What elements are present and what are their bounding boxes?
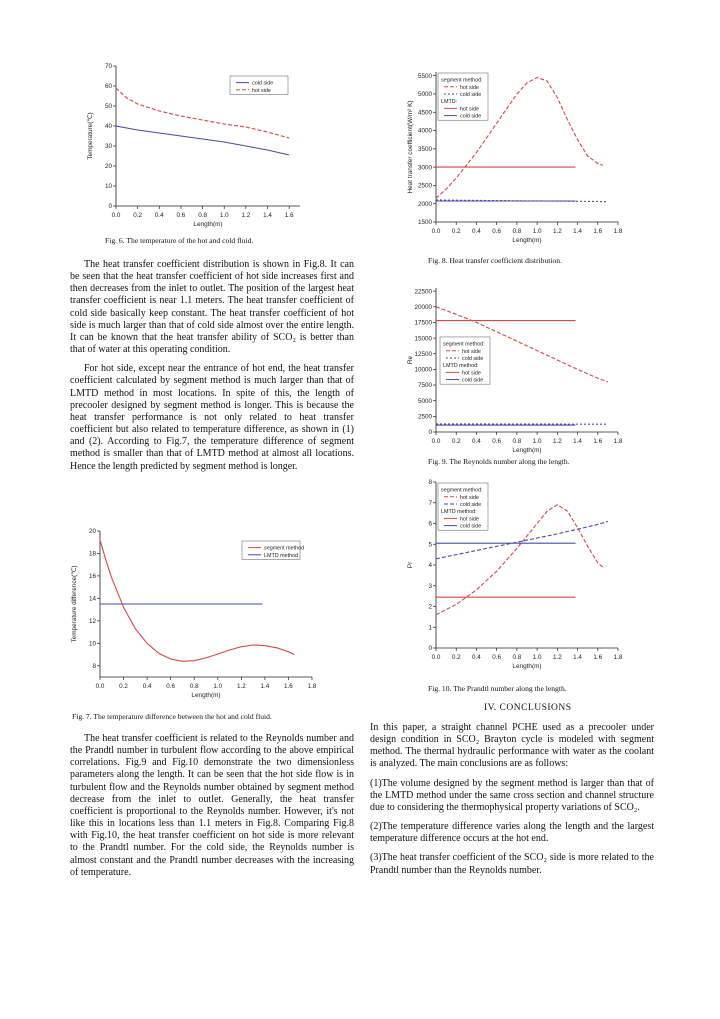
- fig9-y-tick-label: 2500: [417, 413, 432, 421]
- fig9-y-axis-label: Re: [407, 355, 414, 365]
- figure-6: [86, 58, 316, 226]
- left-column-upper: [70, 259, 354, 473]
- fig10-y-tick-label: 5: [428, 541, 432, 549]
- fig7-x-tick-label: 1.8: [307, 683, 317, 690]
- fig8-y-axis-label: Heat transfer coefficient(W/m² K): [407, 100, 414, 194]
- figure-7: [71, 523, 323, 699]
- fig10-x-tick-label: 0.6: [492, 654, 502, 661]
- fig10-x-tick-label: 0.0: [431, 654, 441, 661]
- fig9-x-tick-label: 0.4: [472, 438, 481, 445]
- fig7-y-tick-label: 14: [88, 595, 96, 603]
- fig10-x-tick-label: 1.6: [593, 654, 603, 661]
- fig8-legend-label: hot side: [460, 106, 479, 113]
- fig9-legend-header: segment method:: [443, 341, 485, 348]
- fig9-x-tick-label: 1.2: [552, 438, 562, 445]
- fig9-y-tick-label: 7500: [417, 382, 432, 390]
- fig6-legend-label: hot side: [252, 87, 271, 94]
- right-column-text: [370, 722, 654, 877]
- conclusion-item-1: (1)The volume designed by the segment method is larger than that of the LMTD method under the same cross section and channel structure due to considering the thermophysical property variations of SCO₂.: [370, 777, 654, 813]
- fig6-x-tick-label: 0.2: [133, 212, 143, 219]
- fig7-y-tick-label: 20: [88, 528, 96, 536]
- fig7-x-tick-label: 1.6: [284, 683, 293, 690]
- fig6-y-tick-label: 0: [108, 203, 112, 211]
- fig8-y-tick-label: 4000: [417, 127, 432, 135]
- fig6-x-tick-label: 1.0: [219, 212, 229, 219]
- fig10-y-tick-label: 3: [428, 582, 432, 590]
- fig8-y-tick-label: 1500: [417, 219, 432, 227]
- fig6-x-tick-label: 0.8: [198, 212, 207, 219]
- fig10-x-tick-label: 1.0: [532, 654, 542, 661]
- fig8-x-tick-label: 0.4: [472, 228, 481, 235]
- fig10-legend-label: hot side: [460, 494, 479, 501]
- fig9-x-tick-label: 1.8: [613, 438, 623, 445]
- fig6-y-tick-label: 40: [104, 123, 112, 131]
- fig9-chart: [398, 282, 623, 454]
- fig8-y-tick-label: 5000: [417, 91, 432, 99]
- fig9-y-tick-label: 5000: [417, 397, 432, 405]
- fig9-legend-label: hot side: [462, 348, 481, 355]
- fig9-legend-label: hot side: [462, 370, 481, 377]
- fig6-series-line: [116, 126, 289, 155]
- fig8-y-tick-label: 5500: [417, 72, 432, 80]
- fig7-x-tick-label: 0.8: [189, 683, 199, 690]
- fig6-x-tick-label: 1.6: [284, 212, 294, 219]
- fig7-x-tick-label: 1.2: [236, 683, 246, 690]
- paragraph-hot-side-comparison: For hot side, except near the entrance of hot end, the heat transfer coefficient calculated by segment method is much larger than that of LMTD method in most locations. In spite of this, the length of precooler designed by segment method is longer. This is because the heat transfer performance is not only related to heat transfer coefficient but also related to temperature difference, as shown in (1) and (2). According to Fig.7, the temperature difference of segment method is smaller than that of LMTD method at almost all locations. Hence the length predicted by segment method is longer.: [70, 363, 354, 472]
- fig10-legend-label: cold side: [460, 502, 482, 508]
- fig7-x-tick-label: 0.0: [95, 683, 105, 690]
- fig9-y-tick-label: 12500: [414, 350, 432, 358]
- fig9-x-tick-label: 0.6: [492, 438, 502, 445]
- fig9-y-tick-label: 22500: [414, 288, 432, 296]
- fig9-y-tick-label: 0: [428, 429, 432, 437]
- fig9-y-tick-label: 20000: [414, 303, 432, 311]
- fig8-legend-header: LMTD:: [441, 99, 458, 106]
- fig8-legend-label: hot side: [460, 84, 479, 91]
- fig8-legend-label: cold side: [460, 92, 482, 98]
- fig8-x-tick-label: 1.6: [593, 228, 603, 235]
- fig8-y-tick-label: 4500: [417, 109, 432, 117]
- fig10-x-tick-label: 0.2: [451, 654, 461, 661]
- fig10-x-tick-label: 1.8: [613, 654, 623, 661]
- fig7-y-tick-label: 16: [88, 573, 96, 581]
- fig10-legend-header: segment method:: [441, 487, 483, 494]
- fig8-caption: Fig. 8. Heat transfer coefficient distribution.: [428, 256, 562, 265]
- fig9-x-tick-label: 1.6: [593, 438, 603, 445]
- fig7-y-tick-label: 12: [88, 618, 96, 626]
- fig8-x-tick-label: 0.2: [451, 228, 461, 235]
- fig6-x-tick-label: 1.4: [263, 212, 272, 219]
- fig7-legend-label: LMTD method: [264, 552, 299, 559]
- fig6-y-tick-label: 60: [104, 83, 112, 91]
- fig10-y-tick-label: 8: [428, 479, 432, 487]
- fig8-x-tick-label: 1.2: [552, 228, 562, 235]
- fig9-x-axis-label: Length(m): [512, 447, 542, 454]
- fig8-y-tick-label: 3500: [417, 146, 432, 154]
- fig10-legend-label: hot side: [460, 516, 479, 523]
- figure-8: [398, 64, 623, 244]
- fig6-y-tick-label: 30: [104, 143, 112, 151]
- fig8-y-tick-label: 2000: [417, 200, 432, 208]
- fig7-legend-label: segment method: [264, 545, 305, 552]
- fig8-x-tick-label: 0.0: [431, 228, 441, 235]
- fig8-x-tick-label: 0.6: [492, 228, 502, 235]
- fig8-chart: [398, 64, 623, 244]
- fig6-x-tick-label: 0.6: [176, 212, 186, 219]
- fig7-y-axis-label: Temperature difference(℃): [71, 565, 78, 643]
- fig6-y-tick-label: 20: [104, 163, 112, 171]
- fig7-x-tick-label: 1.4: [260, 683, 270, 690]
- fig9-x-tick-label: 1.4: [573, 438, 582, 445]
- fig9-caption: Fig. 9. The Reynolds number along the length.: [428, 457, 570, 466]
- fig7-y-tick-label: 8: [92, 662, 96, 670]
- fig10-x-tick-label: 0.4: [472, 654, 481, 661]
- fig7-x-tick-label: 0.6: [166, 683, 176, 690]
- fig10-legend-header: LMTD method:: [441, 509, 477, 516]
- fig6-y-tick-label: 70: [104, 63, 112, 71]
- figure-9: [398, 282, 623, 454]
- fig6-caption: Fig. 6. The temperature of the hot and cold fluid.: [105, 236, 254, 245]
- fig8-y-tick-label: 3000: [417, 164, 432, 172]
- fig9-x-tick-label: 0.0: [431, 438, 441, 445]
- fig10-legend-label: cold side: [460, 523, 482, 530]
- fig10-x-tick-label: 1.2: [552, 654, 562, 661]
- fig10-y-tick-label: 0: [428, 645, 432, 653]
- fig9-x-tick-label: 0.2: [451, 438, 461, 445]
- fig6-y-axis-label: Temperature(℃): [87, 112, 94, 160]
- fig6-x-tick-label: 0.4: [154, 212, 164, 219]
- fig9-y-tick-label: 15000: [414, 335, 432, 343]
- fig8-legend-label: cold side: [460, 113, 482, 120]
- fig10-y-tick-label: 1: [428, 624, 432, 632]
- fig10-caption: Fig. 10. The Prandtl number along the length.: [428, 684, 567, 693]
- fig10-y-tick-label: 2: [428, 603, 432, 611]
- fig7-caption: Fig. 7. The temperature difference between the hot and cold fluid.: [72, 712, 272, 721]
- fig9-legend-label: cold side: [462, 355, 484, 362]
- fig6-x-tick-label: 0.0: [111, 212, 121, 219]
- fig6-x-tick-label: 1.2: [241, 212, 251, 219]
- fig7-x-tick-label: 0.4: [142, 683, 152, 690]
- fig10-chart: [398, 476, 623, 672]
- fig7-x-axis-label: Length(m): [191, 692, 221, 699]
- paragraph-reynolds-prandtl: The heat transfer coefficient is related to the Reynolds number and the Prandtl number in turbulent flow according to the above empirical correlations. Fig.9 and Fig.10 demonstrate the two dimensionless parameters along the length. It can be seen that the hot side flow is in turbulent flow and the Reynolds number obtained by segment method decrease from the inlet to outlet. Generally, the heat transfer coefficient is proportional to the Reynolds number. However, it's not like this in locations less than 1.1 meters in Fig.8. Comparing Fig.8 with Fig.10, the heat transfer coefficient on hot side is more relevant to the Prandtl number. For the cold side, the Reynolds number is almost constant and the Prandtl number decreases with the increasing of temperature.: [70, 733, 354, 878]
- fig7-y-tick-label: 18: [88, 550, 96, 558]
- fig7-x-tick-label: 0.2: [119, 683, 128, 690]
- section-heading-conclusions: IV. CONCLUSIONS: [484, 703, 572, 713]
- fig6-legend-label: cold side: [252, 80, 274, 87]
- fig9-y-tick-label: 17500: [414, 319, 432, 327]
- fig9-x-tick-label: 0.8: [512, 438, 522, 445]
- fig6-y-tick-label: 50: [104, 103, 112, 111]
- fig10-x-tick-label: 1.4: [573, 654, 582, 661]
- fig10-y-axis-label: Pr: [407, 561, 414, 569]
- fig6-y-tick-label: 10: [104, 183, 112, 191]
- conclusion-item-2: (2)The temperature difference varies along the length and the largest temperature difference occurs at the hot end.: [370, 821, 654, 845]
- fig9-x-tick-label: 1.0: [532, 438, 542, 445]
- fig7-chart: [71, 523, 323, 699]
- paragraph-conclusions-intro: In this paper, a straight channel PCHE used as a precooler under design condition in SCO₂ Brayton cycle is modeled with segment method. The thermal hydraulic performance with water as the coolant is analyzed. The main conclusions are as follows:: [370, 722, 654, 770]
- left-column-lower: [70, 733, 354, 879]
- fig6-chart: [86, 58, 316, 226]
- figure-10: [398, 476, 623, 672]
- fig8-x-axis-label: Length(m): [512, 237, 542, 244]
- conclusion-item-3: (3)The heat transfer coefficient of the SCO₂ side is more related to the Prandtl number than the Reynolds number.: [370, 852, 654, 876]
- fig8-x-tick-label: 1.4: [573, 228, 582, 235]
- fig8-x-tick-label: 1.0: [532, 228, 542, 235]
- fig8-x-tick-label: 0.8: [512, 228, 522, 235]
- fig9-legend-label: cold side: [462, 377, 484, 384]
- fig10-y-tick-label: 6: [428, 520, 432, 528]
- fig8-legend-header: segment method:: [441, 77, 483, 84]
- fig10-y-tick-label: 4: [428, 562, 432, 570]
- fig7-x-tick-label: 1.0: [213, 683, 223, 690]
- fig6-x-axis-label: Length(m): [193, 221, 223, 228]
- paragraph-heat-transfer-distribution: The heat transfer coefficient distribution is shown in Fig.8. It can be seen that the heat transfer coefficient of hot side increases first and then decreases from the inlet to outlet. The position of the largest heat transfer coefficient is near 1.1 meters. The heat transfer coefficient of cold side basically keep constant. The heat transfer coefficient of hot side is much larger than that of cold side almost over the entire length. It can be known that the heat transfer ability of SCO₂ is better than that of water at this operating condition.: [70, 259, 354, 356]
- fig10-x-tick-label: 0.8: [512, 654, 522, 661]
- fig8-y-tick-label: 2500: [417, 182, 432, 190]
- fig8-x-tick-label: 1.8: [613, 228, 623, 235]
- fig10-x-axis-label: Length(m): [512, 663, 542, 670]
- fig9-legend-header: LMTD method:: [443, 363, 479, 370]
- fig7-y-tick-label: 10: [88, 640, 96, 648]
- fig9-y-tick-label: 10000: [414, 366, 432, 374]
- fig10-y-tick-label: 7: [428, 499, 432, 507]
